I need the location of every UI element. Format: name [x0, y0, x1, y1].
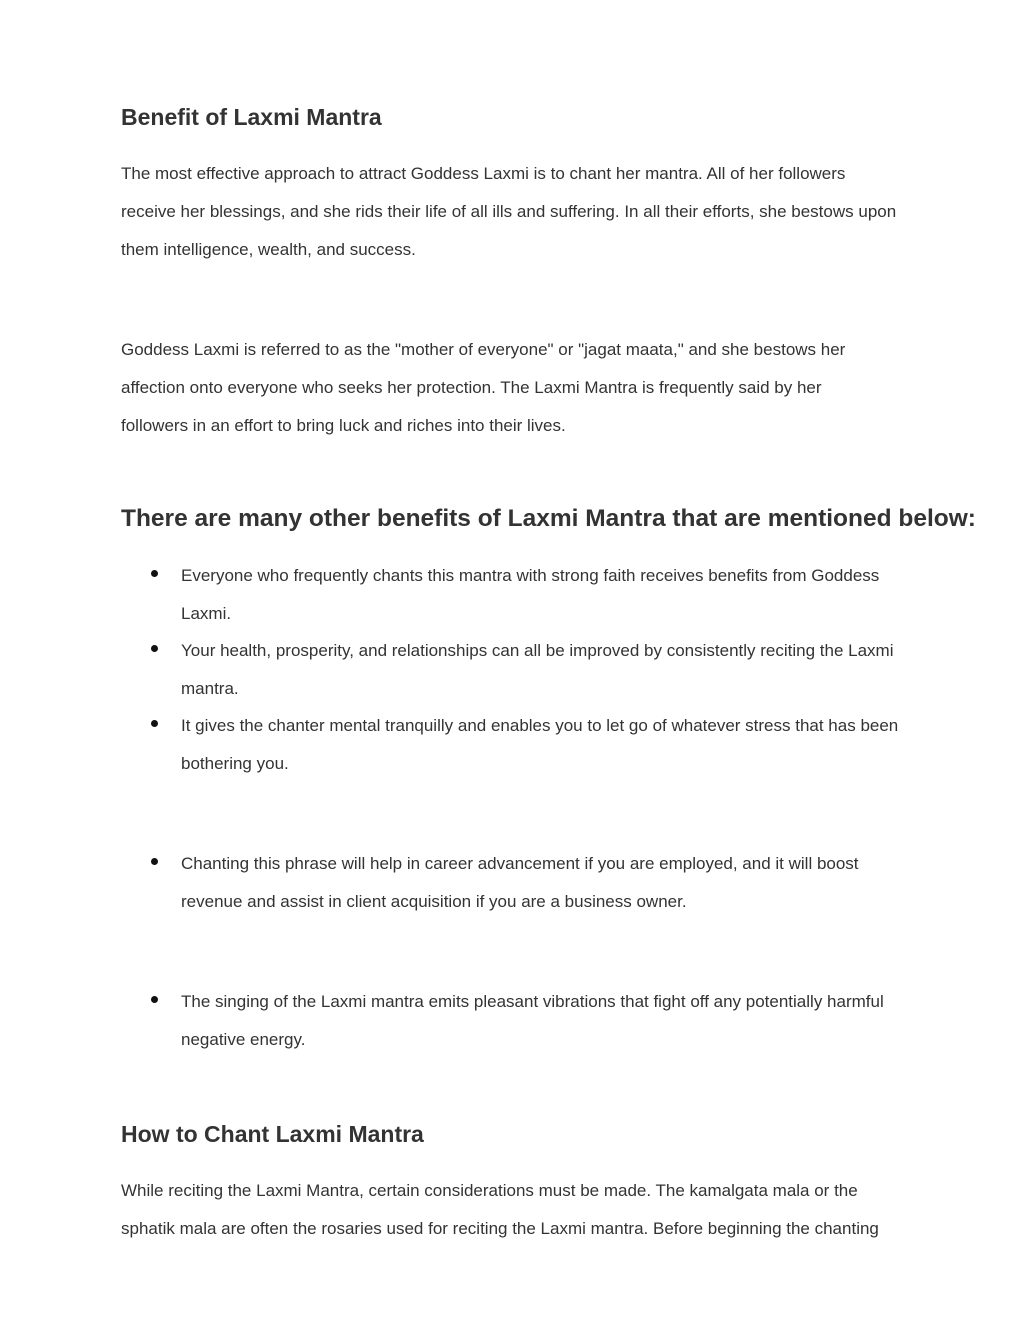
paragraph-line: followers in an effort to bring luck and riches into their lives. — [121, 416, 566, 435]
list-item-text — [181, 983, 971, 1059]
paragraph-line: The most effective approach to attract Goddess Laxmi is to chant her mantra. All of her followers — [121, 164, 846, 183]
heading-benefit-of-laxmi-mantra: Benefit of Laxmi Mantra — [121, 104, 382, 130]
list-item-text — [181, 707, 971, 783]
list-item-line: The singing of the Laxmi mantra emits pleasant vibrations that fight off any potentially harmful — [181, 992, 884, 1011]
heading-how-to-chant: How to Chant Laxmi Mantra — [121, 1121, 424, 1147]
list-item-text — [181, 845, 971, 921]
list-item-line: Your health, prosperity, and relationships can all be improved by consistently reciting the Laxmi — [181, 641, 894, 660]
list-item-line: mantra. — [181, 679, 239, 698]
list-item-line: bothering you. — [181, 754, 289, 773]
list-item-line: Laxmi. — [181, 604, 232, 623]
paragraph-line: receive her blessings, and she rids their life of all ills and suffering. In all their efforts, she bestows upon — [121, 202, 897, 221]
bullet-icon — [151, 996, 158, 1003]
bullet-icon — [151, 645, 158, 652]
paragraph-line: While reciting the Laxmi Mantra, certain considerations must be made. The kamalgata mala or the — [121, 1181, 858, 1200]
paragraph-line: them intelligence, wealth, and success. — [121, 240, 416, 259]
heading-other-benefits: There are many other benefits of Laxmi Mantra that are mentioned below: — [121, 505, 976, 532]
list-item-line: negative energy. — [181, 1030, 306, 1049]
bullet-icon — [151, 858, 158, 865]
bullet-icon — [151, 720, 158, 727]
list-item-text — [181, 557, 971, 633]
paragraph-mother-of-everyone — [121, 331, 966, 445]
list-item-line: Everyone who frequently chants this mantra with strong faith receives benefits from Goddess — [181, 566, 880, 585]
bullet-icon — [151, 570, 158, 577]
paragraph-benefit-intro — [121, 155, 966, 269]
list-item-line: Chanting this phrase will help in career advancement if you are employed, and it will boost — [181, 854, 859, 873]
paragraph-line: sphatik mala are often the rosaries used for reciting the Laxmi mantra. Before beginning the chanting — [121, 1219, 879, 1238]
paragraph-line: affection onto everyone who seeks her protection. The Laxmi Mantra is frequently said by her — [121, 378, 822, 397]
list-item-line: revenue and assist in client acquisition if you are a business owner. — [181, 892, 687, 911]
paragraph-how-to-chant — [121, 1172, 966, 1248]
paragraph-line: Goddess Laxmi is referred to as the "mother of everyone" or "jagat maata," and she bestows her — [121, 340, 846, 359]
list-item-line: It gives the chanter mental tranquilly and enables you to let go of whatever stress that has been — [181, 716, 899, 735]
list-item-text — [181, 632, 971, 708]
